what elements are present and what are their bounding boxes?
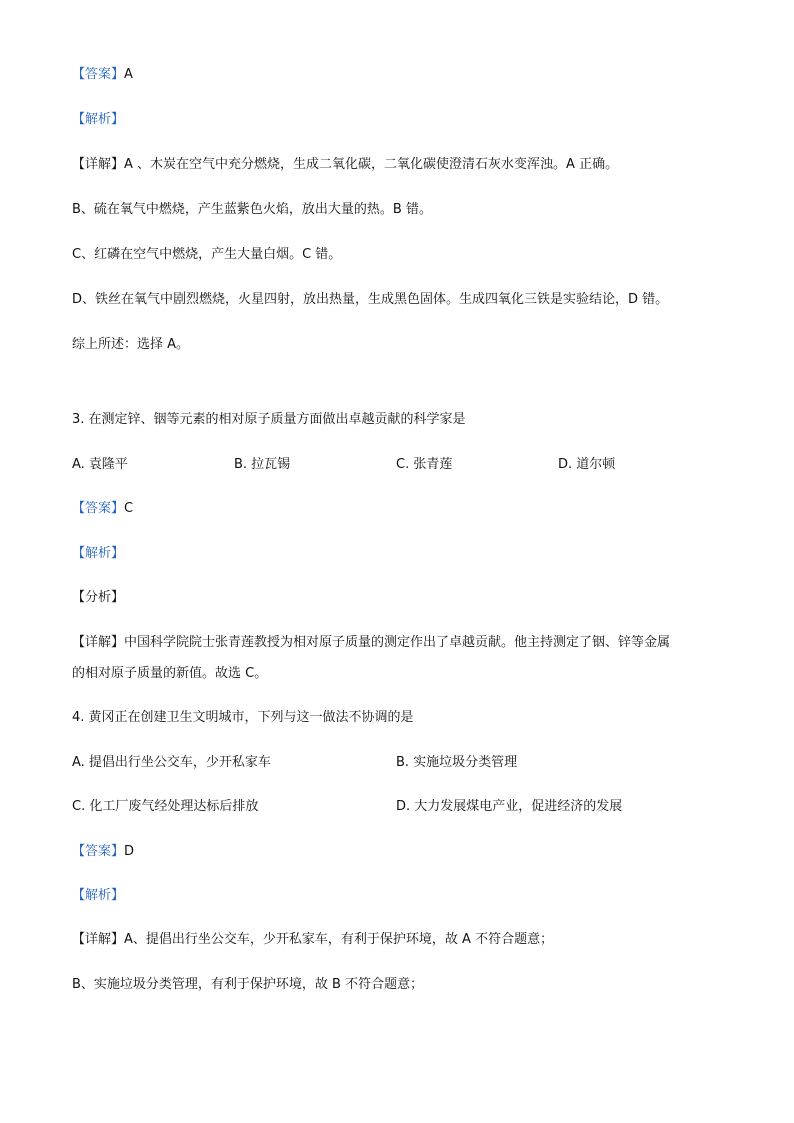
detail-label: 【详解】 xyxy=(72,635,125,650)
q4-question: 4. 黄冈正在创建卫生文明城市，下列与这一做法不协调的是 xyxy=(72,710,414,725)
q4-analysis-heading xyxy=(72,887,124,905)
q2-answer xyxy=(72,66,133,84)
q4-option-a: A. 提倡出行坐公交车，少开私家车 xyxy=(72,755,271,770)
q4-option-d: D. 大力发展煤电产业，促进经济的发展 xyxy=(396,799,623,814)
q3-option-c: C. 张青莲 xyxy=(396,457,453,472)
analysis-label: 【解析】 xyxy=(72,546,125,561)
detail-text: A 、木炭在空气中充分燃烧，生成二氧化碳，二氧化碳使澄清石灰水变浑浊。A 正确。 xyxy=(124,157,619,172)
detail-label: 【详解】 xyxy=(72,932,125,947)
q4-detail xyxy=(72,931,553,949)
q3-analysis-heading xyxy=(72,545,124,563)
q3-option-b: B. 拉瓦锡 xyxy=(234,457,291,472)
answer-label: 【答案】 xyxy=(72,844,125,859)
q3-question: 3. 在测定锌、铟等元素的相对原子质量方面做出卓越贡献的科学家是 xyxy=(72,412,466,427)
analysis-label: 【解析】 xyxy=(72,888,125,903)
analysis-label: 【解析】 xyxy=(72,112,125,127)
q3-option-a: A. 袁隆平 xyxy=(72,457,128,472)
q2-line-c: C、红磷在空气中燃烧，产生大量白烟。C 错。 xyxy=(72,247,342,262)
answer-label: 【答案】 xyxy=(72,501,125,516)
q2-analysis-heading xyxy=(72,111,124,129)
q4-option-c: C. 化工厂废气经处理达标后排放 xyxy=(72,799,259,814)
q3-answer xyxy=(72,500,133,518)
answer-label: 【答案】 xyxy=(72,67,125,82)
detail-text: A、提倡出行坐公交车，少开私家车，有利于保护环境，故 A 不符合题意； xyxy=(124,932,554,947)
q4-line-b: B、实施垃圾分类管理，有利于保护环境，故 B 不符合题意； xyxy=(72,977,424,992)
answer-value: C xyxy=(124,501,134,516)
detail-label: 【详解】 xyxy=(72,157,125,172)
q3-fenxi-heading xyxy=(72,589,124,607)
q3-detail-line1 xyxy=(72,634,670,652)
detail-text: 中国科学院院士张青莲教授为相对原子质量的测定作出了卓越贡献。他主持测定了铟、锌等金属 xyxy=(124,635,671,650)
q2-detail xyxy=(72,156,618,174)
q4-answer xyxy=(72,843,134,861)
answer-value: A xyxy=(124,67,133,82)
q2-line-b: B、硫在氧气中燃烧，产生蓝紫色火焰，放出大量的热。B 错。 xyxy=(72,202,432,217)
q4-option-b: B. 实施垃圾分类管理 xyxy=(396,755,518,770)
fenxi-label: 【分析】 xyxy=(72,590,125,605)
q2-line-d: D、铁丝在氧气中剧烈燃烧，火星四射，放出热量，生成黑色固体。生成四氧化三铁是实验结论，D 错。 xyxy=(72,292,669,307)
answer-value: D xyxy=(124,844,135,859)
q3-option-d: D. 道尔顿 xyxy=(558,457,616,472)
q3-detail-line2: 的相对原子质量的新值。故选 C。 xyxy=(72,666,268,681)
q2-summary: 综上所述：选择 A。 xyxy=(72,337,190,352)
